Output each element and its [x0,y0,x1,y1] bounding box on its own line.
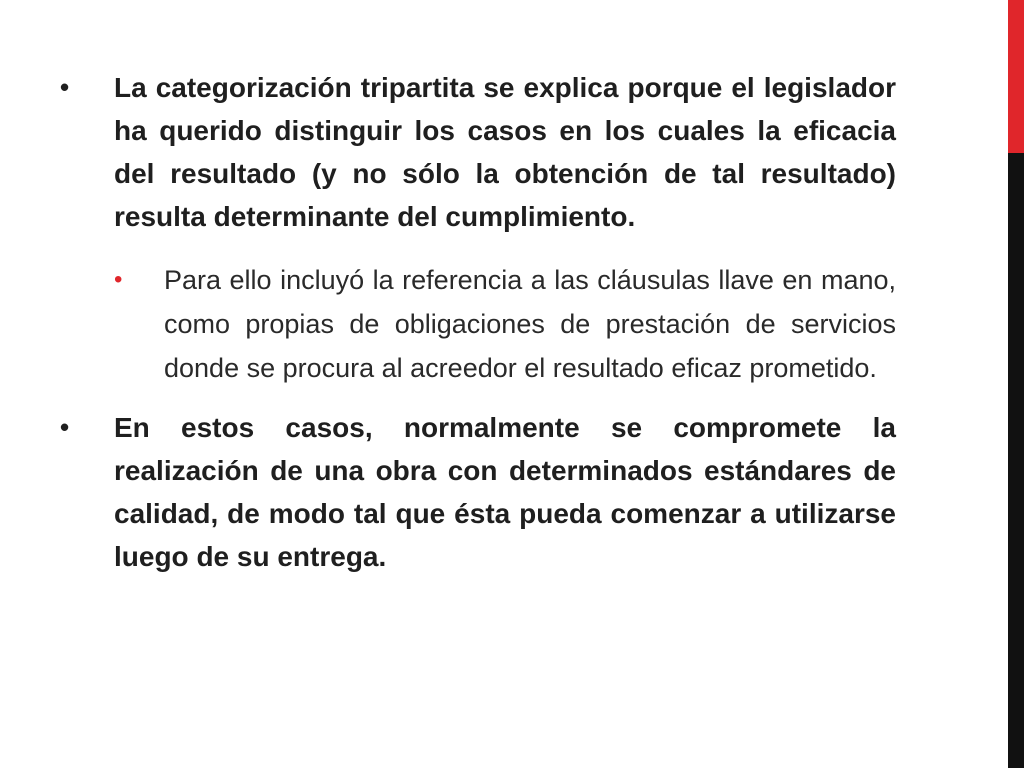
bullet-marker: • [60,72,70,102]
bullet-item [56,406,896,578]
sub-bullet-item [56,258,896,390]
bullet-marker: • [60,412,70,442]
bullet-list [56,66,896,578]
bullet-text: La categorización tripartita se explica porque el legislador ha querido distinguir los casos en los cuales la eficacia del resultado (y no sólo la obtención de tal resultado) resulta determinante del cumplimiento. [114,72,896,232]
sub-bullet-marker: • [114,266,123,293]
accent-bar-dark [1008,153,1024,768]
bullet-text: En estos casos, normalmente se compromete la realización de una obra con determinados estándares de calidad, de modo tal que ésta pueda comenzar a utilizarse luego de su entrega. [114,412,896,572]
bullet-item [56,66,896,238]
accent-bar-red [1008,0,1024,153]
sub-bullet-text: Para ello incluyó la referencia a las cláusulas llave en mano, como propias de obligaciones de prestación de servicios donde se procura al acreedor el resultado eficaz prometido. [164,265,896,383]
